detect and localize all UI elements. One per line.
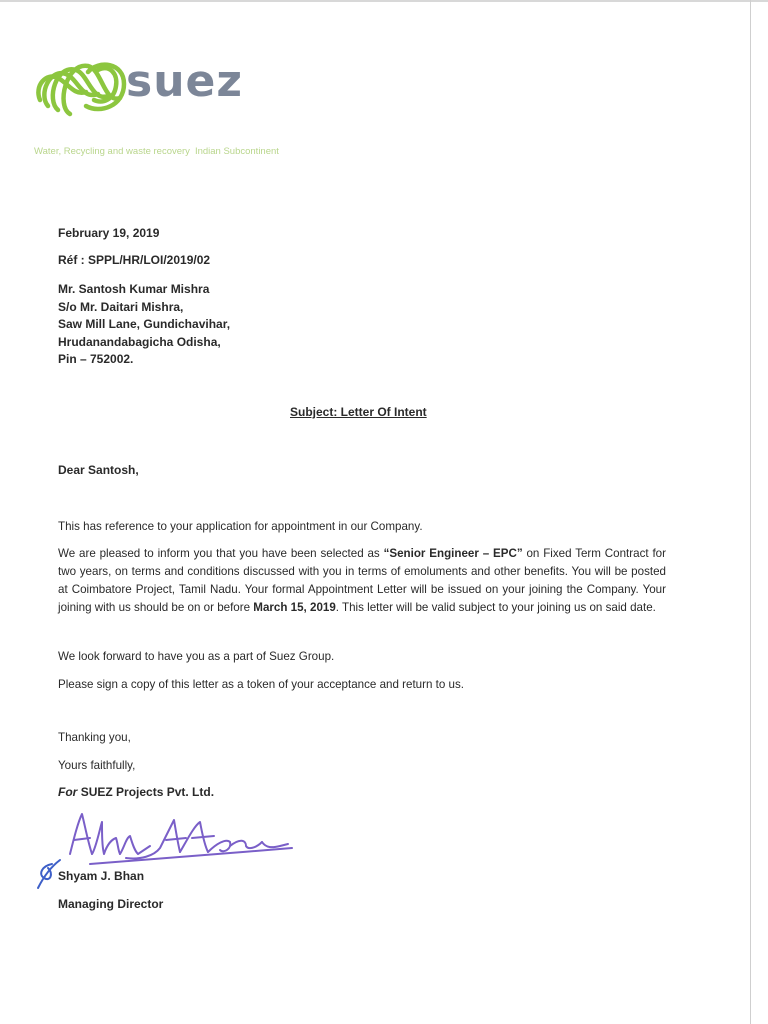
joining-deadline: March 15, 2019 [253,601,336,614]
tagline-part-2: Indian Subcontinent [194,146,279,157]
letterhead-tagline [34,146,284,157]
brand-name: suez [126,56,243,107]
page-right-edge [750,0,751,1024]
paragraph-reference: This has reference to your application for appointment in our Company. [58,520,423,533]
letter-subject: Subject: Letter Of Intent [290,405,427,419]
paragraph-welcome: We look forward to have you as a part of Suez Group. [58,650,335,663]
paragraph-text: . This letter will be valid subject to your joining us on said date. [335,601,656,614]
address-line: S/o Mr. Daitari Mishra, [58,299,184,314]
address-line: Hrudanandabagicha Odisha, [58,334,221,349]
closing-line: Yours faithfully, [58,759,136,772]
position-title: “Senior Engineer – EPC” [383,547,523,560]
tagline-part-1: Water, Recycling and waste recovery [34,146,190,157]
letter-date: February 19, 2019 [58,226,160,240]
salutation: Dear Santosh, [58,463,139,477]
company-line [58,784,214,801]
address-line: Mr. Santosh Kumar Mishra [58,282,210,296]
paragraph-text: We are pleased to inform you that you have been selected as [58,547,384,560]
recipient-address [58,281,230,369]
paragraph-sign-request: Please sign a copy of this letter as a token of your acceptance and return to us. [58,678,465,691]
company-name: SUEZ Projects Pvt. Ltd. [80,785,215,799]
letter-reference: Réf : SPPL/HR/LOI/2019/02 [58,253,211,267]
paragraph-selection [58,545,666,617]
address-line: Saw Mill Lane, Gundichavihar, [58,317,231,331]
address-line: Pin – 752002. [58,352,134,366]
page-top-edge [0,0,768,2]
thanking-line: Thanking you, [58,731,131,744]
for-label: For [58,785,78,799]
paragraph-text: on Fixed Term Contract for two years, on terms and conditions discussed with you in terms of emoluments and other benefits. You will be posted at Coimbatore Project, Tamil Nadu. Your formal Appointment Letter will be issued on your joining the Company. Your joining with us should be on or before [58,547,666,614]
signatory-title: Managing Director [58,897,164,911]
signatory-name: Shyam J. Bhan [58,869,145,883]
